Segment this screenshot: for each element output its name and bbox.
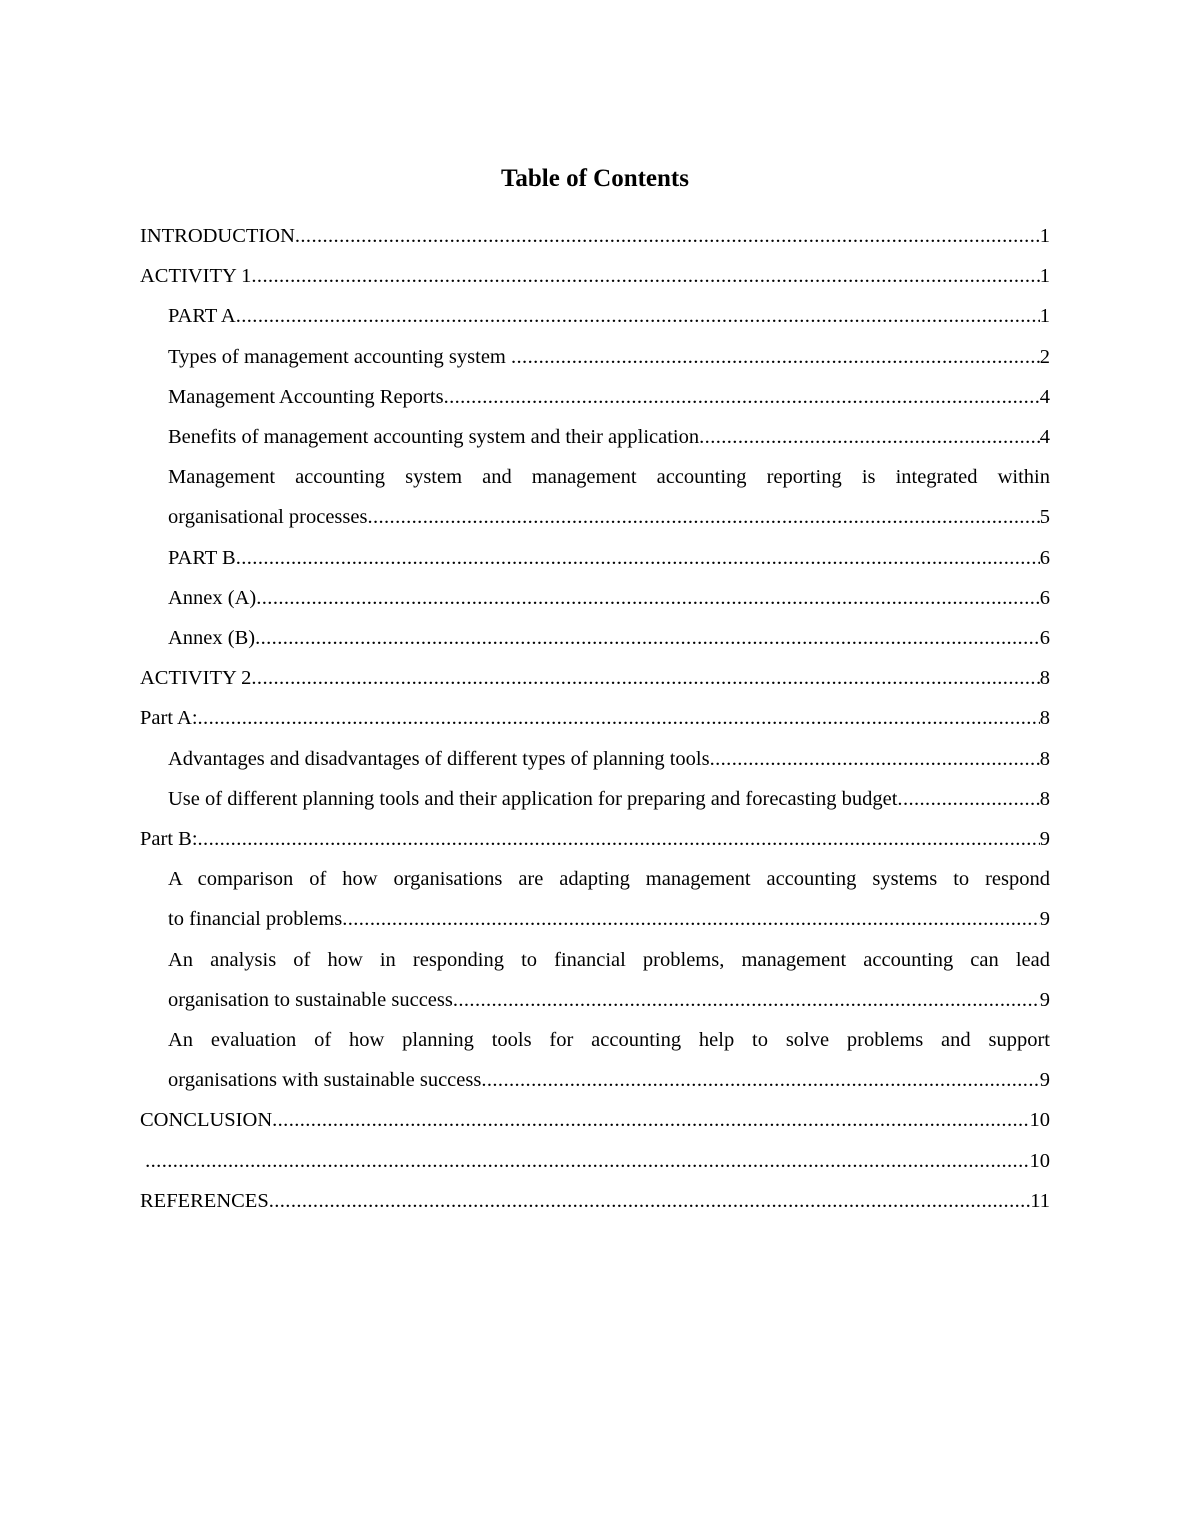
dot-leader [272, 1100, 1029, 1140]
dot-leader [453, 980, 1040, 1020]
dot-leader [198, 819, 1040, 859]
dot-leader [236, 296, 1040, 336]
toc-entry-introduction[interactable] [140, 216, 1050, 256]
toc-entry-part-b-activity-2[interactable] [140, 819, 1050, 859]
toc-entry-part-b[interactable] [140, 538, 1050, 578]
toc-entry-text: PART A [168, 305, 236, 328]
toc-entry-text-line1: Management accounting system and management accounting reporting is integrated within [168, 466, 1050, 489]
toc-entry-comparison[interactable] [140, 859, 1050, 939]
toc-entry-text-line2: organisation to sustainable success [168, 988, 453, 1011]
toc-page-number: 6 [1039, 586, 1050, 609]
dot-leader [897, 779, 1039, 819]
toc-page-number: 9 [1039, 828, 1050, 851]
dot-leader [251, 658, 1039, 698]
dot-leader [251, 256, 1039, 296]
toc-page-number: 9 [1039, 1069, 1050, 1092]
toc-entry-text: PART B [168, 546, 236, 569]
toc-entry-blank[interactable] [140, 1141, 1050, 1181]
toc-entry-line2 [168, 980, 1050, 1020]
toc-entry-part-a-activity-2[interactable] [140, 698, 1050, 738]
toc-entry-text: Annex (A) [168, 586, 257, 609]
toc-entry-line2 [168, 497, 1050, 537]
toc-entry-text: Annex (B) [168, 627, 256, 650]
dot-leader [295, 216, 1040, 256]
toc-entry-conclusion[interactable] [140, 1100, 1050, 1140]
toc-entry-references[interactable] [140, 1181, 1050, 1221]
toc-page-number: 8 [1039, 667, 1050, 690]
toc-page-number: 1 [1039, 305, 1050, 328]
toc-entry-text: Types of management accounting system [168, 345, 511, 368]
toc-page-number: 2 [1039, 345, 1050, 368]
dot-leader [342, 899, 1040, 939]
dot-leader [145, 1141, 1029, 1181]
toc-page-number: 4 [1039, 385, 1050, 408]
dot-leader [255, 618, 1040, 658]
toc-page-number: 9 [1039, 988, 1050, 1011]
toc-entry-text: ACTIVITY 1 [140, 265, 252, 288]
toc-page-number: 5 [1039, 506, 1050, 529]
toc-entry-text: REFERENCES [140, 1189, 269, 1212]
toc-entry-types-of-mas[interactable] [140, 337, 1050, 377]
toc-entry-text: Advantages and disadvantages of different types of planning tools [168, 747, 710, 770]
toc-entry-evaluation[interactable] [140, 1020, 1050, 1100]
toc-entry-text-line2: to financial problems [168, 908, 343, 931]
toc-entry-text-line1: An analysis of how in responding to financial problems, management accounting can lead [168, 948, 1050, 971]
dot-leader [444, 377, 1040, 417]
toc-entry-text-line2: organisational processes [168, 506, 368, 529]
dot-leader [269, 1181, 1031, 1221]
toc-page-number: 10 [1029, 1149, 1050, 1172]
toc-entry-mas-integrated[interactable] [140, 457, 1050, 537]
toc-page-number: 1 [1039, 225, 1050, 247]
toc-entry-text: Benefits of management accounting system and their application [168, 426, 700, 449]
toc-page-number: 10 [1029, 1109, 1050, 1132]
toc-page-number: 6 [1039, 627, 1050, 650]
dot-leader [198, 698, 1040, 738]
toc-entry-text: Part A: [140, 707, 198, 730]
toc-page-number: 4 [1039, 426, 1050, 449]
toc-entry-text-line1: A comparison of how organisations are adapting management accounting systems to respond [168, 868, 1050, 891]
toc-title: Table of Contents [501, 165, 689, 192]
toc-entry-text: Use of different planning tools and their application for preparing and forecasting budget [168, 787, 898, 810]
toc-entry-text-line1: An evaluation of how planning tools for accounting help to solve problems and support [168, 1029, 1050, 1052]
toc-entry-planning-tools-advantages[interactable] [140, 739, 1050, 779]
dot-leader [367, 497, 1039, 537]
toc-entry-text-line2: organisations with sustainable success [168, 1069, 482, 1092]
toc-page-number: 9 [1039, 908, 1050, 931]
toc-entry-text: Management Accounting Reports [168, 385, 444, 408]
dot-leader [710, 739, 1040, 779]
toc-entry-text: INTRODUCTION [140, 225, 295, 247]
toc-entry-line2 [168, 899, 1050, 939]
toc-page-number: 8 [1039, 707, 1050, 730]
toc-page-number: 11 [1030, 1189, 1050, 1212]
toc-entry-part-a[interactable] [140, 296, 1050, 336]
toc-entry-line2 [168, 1060, 1050, 1100]
toc-entry-activity-2[interactable] [140, 658, 1050, 698]
toc-entry-text: ACTIVITY 2 [140, 667, 252, 690]
toc-entry-activity-1[interactable] [140, 256, 1050, 296]
toc-page-number: 8 [1039, 747, 1050, 770]
toc-list [140, 216, 1050, 1221]
dot-leader [699, 417, 1040, 457]
toc-entry-text: CONCLUSION [140, 1109, 273, 1132]
dot-leader [481, 1060, 1039, 1100]
toc-entry-text: Part B: [140, 828, 198, 851]
toc-entry-benefits-of-mas[interactable] [140, 417, 1050, 457]
toc-page-number: 6 [1039, 546, 1050, 569]
toc-entry-annex-a[interactable] [140, 578, 1050, 618]
dot-leader [236, 538, 1040, 578]
toc-entry-ma-reports[interactable] [140, 377, 1050, 417]
toc-entry-analysis[interactable] [140, 940, 1050, 1020]
dot-leader [511, 337, 1040, 377]
toc-page-number: 8 [1039, 787, 1050, 810]
toc-entry-planning-tools-budget[interactable] [140, 779, 1050, 819]
toc-entry-annex-b[interactable] [140, 618, 1050, 658]
dot-leader [256, 578, 1040, 618]
toc-page-number: 1 [1039, 265, 1050, 288]
